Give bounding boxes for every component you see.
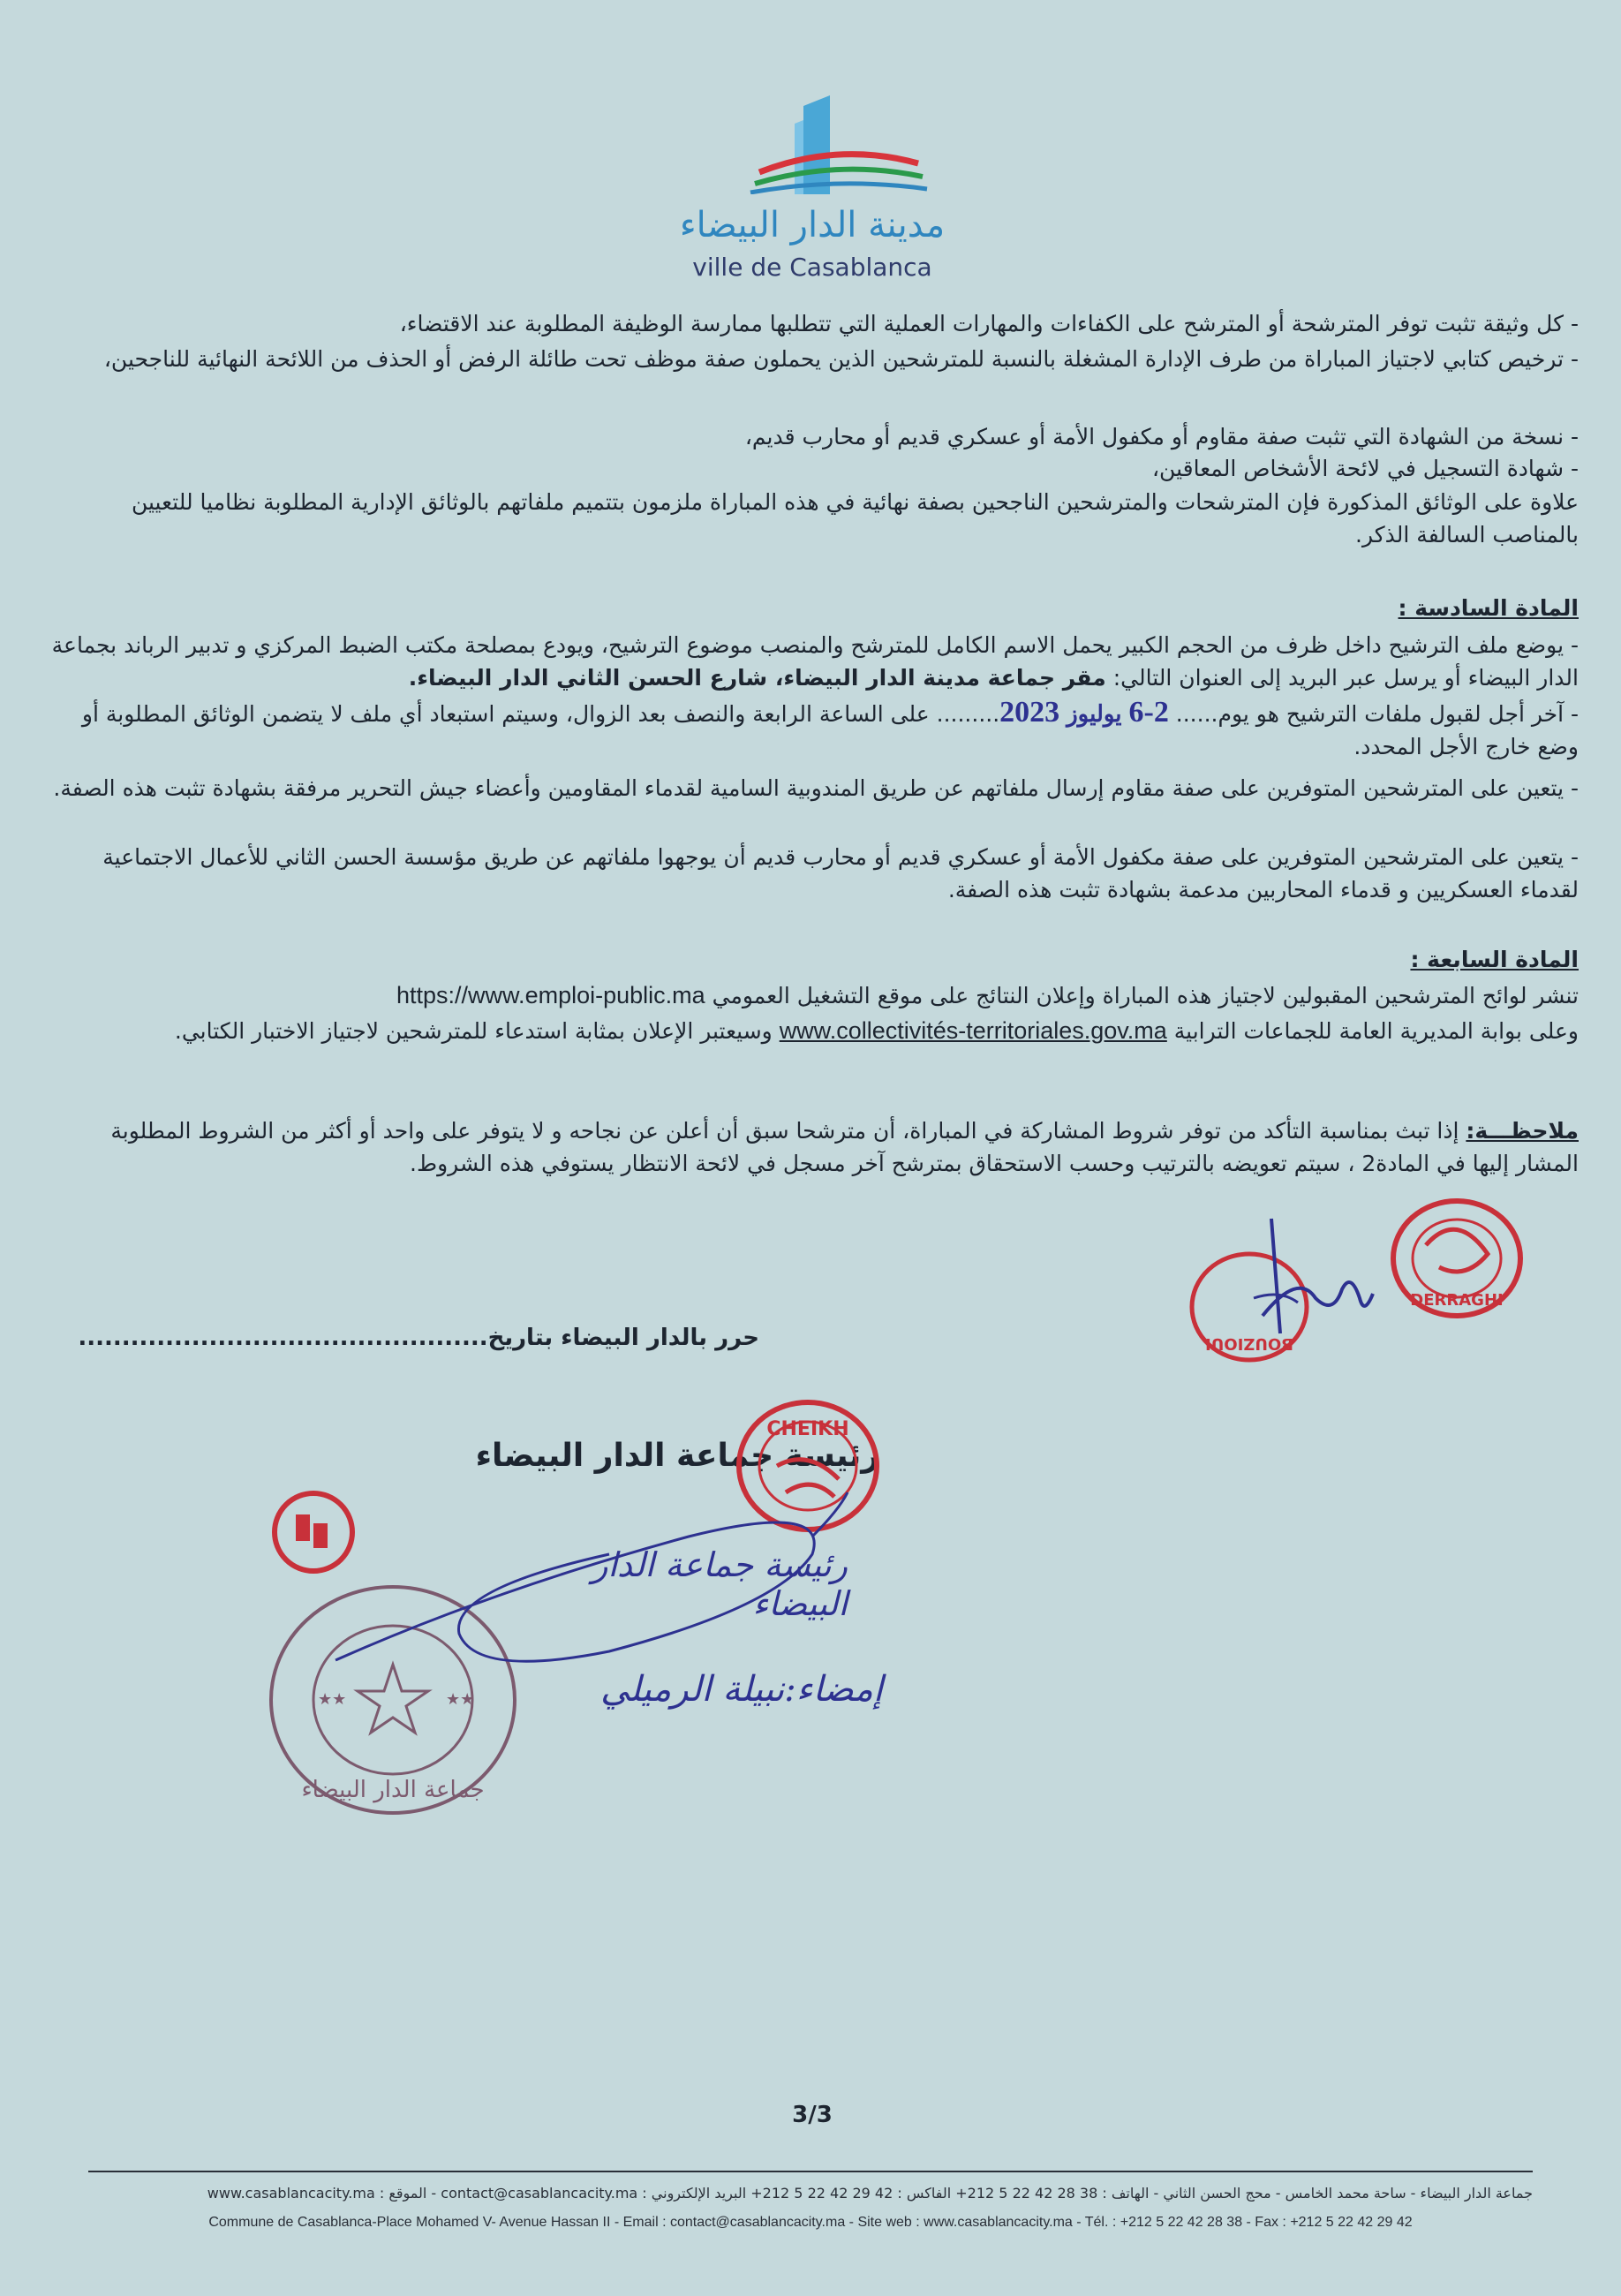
emploi-public-link[interactable]: https://www.emploi-public.ma	[396, 982, 705, 1008]
derraghi-stamp-label: DERRAGHI	[1410, 1291, 1504, 1310]
note-text: إذا تبث بمناسبة التأكد من توفر شروط المشاركة في المباراة، أن مترشحا سبق أن أعلن عن نجاحه و لا يتوفر على واحد أو أكثر من الشروط المطلوبة المشار إليها في المادة2 ، سيتم تعويضه بالترتيب وحسب الاستحقاق بمترشح آخر مسجل في لائحة الانتظار يستوفي هذه الشروط.	[110, 1118, 1579, 1176]
deadline-day: 2-6	[1128, 696, 1169, 729]
article-7-text-1: تنشر لوائح المترشحين المقبولين لاجتياز هذه المباراة وإعلان النتائج على موقع التشغيل العمومي	[712, 983, 1579, 1008]
article-6-p1-text: - يوضع ملف الترشيح داخل ظرف من الحجم الكبير يحمل الاسم الكامل للمترشح والمنصب موضوع الترشيح، ويودع بمصلحة مكتب الضبط المركزي و تدبير الرباند بجماعة الدار البيضاء أو يرسل عبر البريد إلى العنوان التالي:	[51, 632, 1579, 691]
footer-french: Commune de Casablanca-Place Mohamed V- Avenue Hassan II - Email : contact@casablancacity.ma - Site web : www.casablancacity.ma - Tél. : +212 5 22 42 28 38 - Fax : +212 5 22 42 29 42	[208, 2215, 1413, 2230]
requirement-item: - شهادة التسجيل في لائحة الأشخاص المعاقين،	[1151, 456, 1579, 481]
article-6-paragraph-1	[42, 629, 1579, 694]
article-7-text-3: وسيعتبر الإعلان بمثابة استدعاء للمترشحين لاجتياز الاختبار الكتابي.	[174, 1018, 773, 1044]
casablanca-logo-icon	[742, 88, 936, 194]
bouzioui-stamp-label: BOUZIOUI	[1204, 1334, 1294, 1353]
signer-title: رئيسة جماعة الدار البيضاء	[475, 1438, 879, 1474]
note-label: ملاحظـــة:	[1466, 1118, 1579, 1144]
requirement-item: - ترخيص كتابي لاجتياز المباراة من طرف الإدارة المشغلة بالنسبة للمترشحين الذين يحملون صفة موظف تحت طائلة الرفض أو الحذف من اللائحة النهائية للناجحين،	[103, 346, 1579, 372]
derraghi-stamp-icon	[1386, 1192, 1527, 1325]
article-6-paragraph-4: - يتعين على المترشحين المتوفرين على صفة مكفول الأمة أو عسكري قديم أو محارب قديم أن يوجهوا ملفاتهم عن طريق مؤسسة الحسن الثاني للأعمال الاجتماعية لقدماء العسكريين و قدماء المحاربين مدعمة بشهادة تثبت هذه الصفة.	[102, 844, 1579, 903]
note-paragraph	[42, 1114, 1579, 1180]
logo-city-french: ville de Casablanca	[692, 253, 932, 282]
page-number: 3/3	[792, 2102, 833, 2128]
seal-label: جماعة الدار البيضاء	[301, 1777, 485, 1803]
footer-divider	[88, 2171, 1533, 2172]
article-6-address: مقر جماعة مدينة الدار البيضاء، شارع الحسن الثاني الدار البيضاء.	[408, 665, 1106, 691]
deadline-suffix: على الساعة الرابعة والنصف بعد الزوال، وسيتم استبعاد أي ملف لا يتضمن الوثائق المطلوبة أو وضع خارج الأجل المحدد.	[81, 701, 1579, 759]
logo-city-arabic: مدينة الدار البيضاء	[679, 205, 946, 245]
requirements-note: علاوة على الوثائق المذكورة فإن المترشحات والمترشحين الناجحين بصفة نهائية في هذه المباراة ملزمون بتتميم ملفاتهم بالوثائق الإدارية المطلوبة نظاميا للتعيين بالمناصب السالفة الذكر.	[131, 489, 1579, 548]
article-6-paragraph-3: - يتعين على المترشحين المتوفرين على صفة مقاوم إرسال ملفاتهم عن طريق المندوبية السامية لقدماء المقاومين وأعضاء جيش التحرير مرفقة بشهادة تثبت هذه الصفة.	[53, 775, 1579, 801]
requirement-item: - كل وثيقة تثبت توفر المترشحة أو المترشح على الكفاءات والمهارات العملية التي تتطلبها ممارسة الوظيفة المطلوبة عند الاقتضاء،	[399, 311, 1579, 336]
deadline-year: 2023	[999, 696, 1060, 729]
article-6-paragraph-2: - آخر أجل لقبول ملفات الترشيح هو يوم...... 2-6 يوليوز 2023......... على الساعة الرابعة والنصف بعد الزوال، وسيتم استبعاد أي ملف لا يتضمن الوثائق المطلوبة أو وضع خارج الأجل المحدد.	[81, 696, 1579, 759]
cheikh-stamp-label: CHEIKH	[766, 1418, 849, 1440]
article-7-line-1	[42, 980, 1579, 1011]
requirement-item: - نسخة من الشهادة التي تثبت صفة مقاوم أو مكفول الأمة أو عسكري قديم أو محارب قديم،	[744, 424, 1579, 449]
svg-text:★★: ★★	[318, 1690, 347, 1709]
svg-text:★★: ★★	[446, 1690, 475, 1709]
collectivites-link[interactable]: www.collectivités-territoriales.gov.ma	[779, 1017, 1167, 1044]
deadline-month: يوليوز	[1067, 701, 1122, 727]
footer-arabic: جماعة الدار البيضاء - ساحة محمد الخامس - محج الحسن الثاني - الهاتف : 38 28 42 22 5 212+ الفاكس : 42 29 42 22 5 212+ البريد الإلكتروني : contact@casablancacity.ma - الموقع : www.casablancacity.ma	[207, 2185, 1533, 2202]
handwritten-signature-icon	[1245, 1210, 1377, 1351]
place-date-line: حرر بالدار البيضاء بتاريخ...............................................	[78, 1325, 759, 1351]
article-6-heading: المادة السادسة :	[1398, 595, 1579, 621]
article-7-heading: المادة السابعة :	[1410, 947, 1579, 972]
signature-role-handwritten: رئيسة جماعة الدار البيضاء	[592, 1545, 848, 1623]
signature-name-handwritten: إمضاء:نبيلة الرميلي	[600, 1669, 883, 1710]
article-7-line-2	[42, 1016, 1579, 1046]
deadline-prefix: - آخر أجل لقبول ملفات الترشيح هو يوم	[1218, 701, 1579, 727]
article-7-text-2: وعلى بوابة المديرية العامة للجماعات الترابية	[1173, 1018, 1579, 1044]
